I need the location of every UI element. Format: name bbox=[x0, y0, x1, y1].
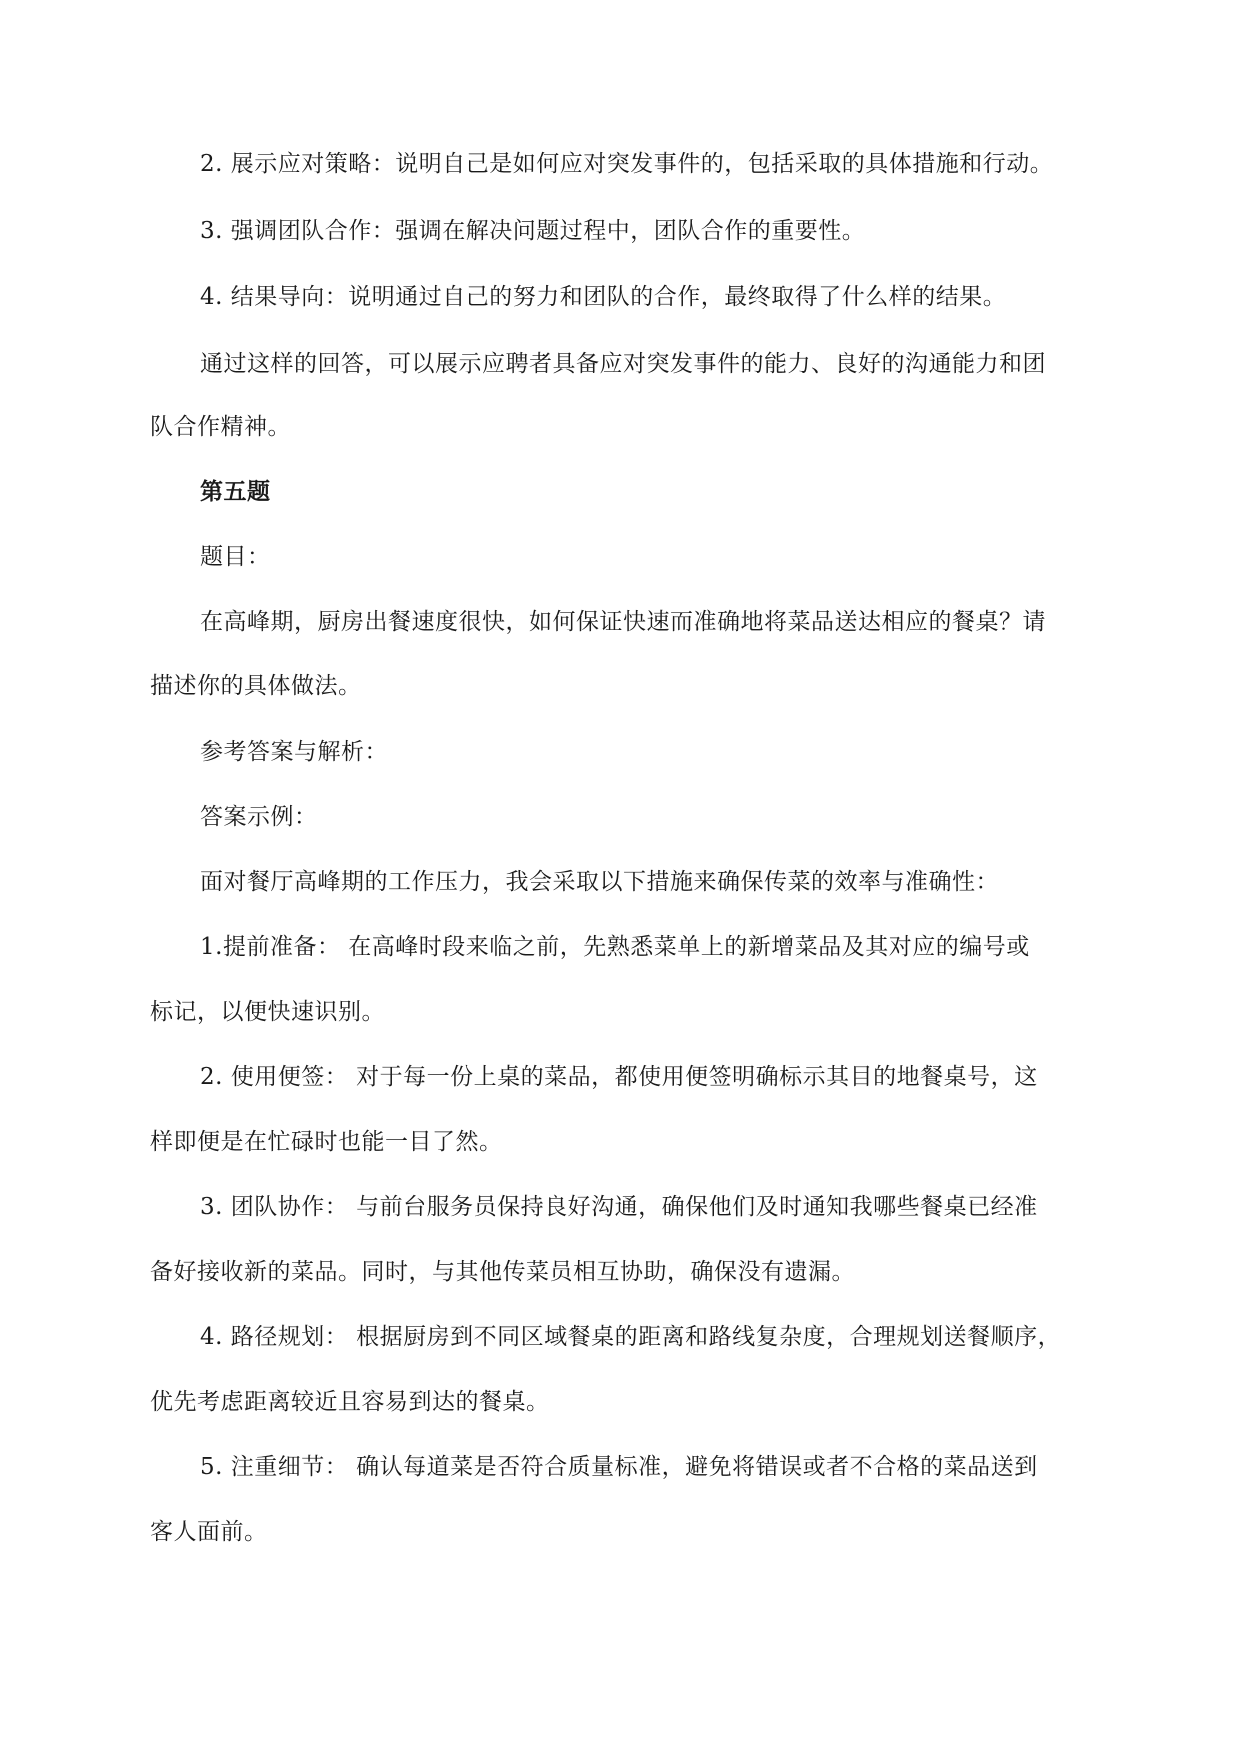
text-line: 参考答案与解析： bbox=[200, 739, 388, 765]
text-line: 3. 团队协作： 与前台服务员保持良好沟通，确保他们及时通知我哪些餐桌已经准 bbox=[200, 1194, 1038, 1220]
text-line: 5. 注重细节： 确认每道菜是否符合质量标准，避免将错误或者不合格的菜品送到 bbox=[200, 1454, 1038, 1480]
text-line: 优先考虑距离较近且容易到达的餐桌。 bbox=[150, 1389, 550, 1415]
text-line: 在高峰期，厨房出餐速度很快，如何保证快速而准确地将菜品送达相应的餐桌？请 bbox=[200, 609, 1046, 635]
text-line: 2. 展示应对策略：说明自己是如何应对突发事件的，包括采取的具体措施和行动。 bbox=[200, 151, 1054, 177]
text-line: 客人面前。 bbox=[150, 1519, 268, 1545]
text-line: 2. 使用便签： 对于每一份上桌的菜品，都使用便签明确标示其目的地餐桌号，这 bbox=[200, 1064, 1038, 1090]
text-line: 4. 路径规划： 根据厨房到不同区域餐桌的距离和路线复杂度，合理规划送餐顺序， bbox=[200, 1324, 1062, 1350]
text-line: 备好接收新的菜品。同时，与其他传菜员相互协助，确保没有遗漏。 bbox=[150, 1259, 855, 1285]
section-heading: 第五题 bbox=[200, 479, 271, 505]
text-line: 通过这样的回答，可以展示应聘者具备应对突发事件的能力、良好的沟通能力和团 bbox=[200, 351, 1046, 377]
text-line: 题目： bbox=[200, 544, 271, 570]
text-line: 描述你的具体做法。 bbox=[150, 673, 362, 699]
text-line: 队合作精神。 bbox=[150, 414, 291, 440]
text-line: 1.提前准备： 在高峰时段来临之前，先熟悉菜单上的新增菜品及其对应的编号或 bbox=[200, 934, 1030, 960]
text-line: 面对餐厅高峰期的工作压力，我会采取以下措施来确保传菜的效率与准确性： bbox=[200, 869, 999, 895]
text-line: 答案示例： bbox=[200, 804, 318, 830]
text-line: 标记，以便快速识别。 bbox=[150, 999, 385, 1025]
text-line: 3. 强调团队合作：强调在解决问题过程中，团队合作的重要性。 bbox=[200, 218, 866, 244]
text-line: 4. 结果导向：说明通过自己的努力和团队的合作，最终取得了什么样的结果。 bbox=[200, 284, 1007, 310]
text-line: 样即便是在忙碌时也能一目了然。 bbox=[150, 1129, 503, 1155]
